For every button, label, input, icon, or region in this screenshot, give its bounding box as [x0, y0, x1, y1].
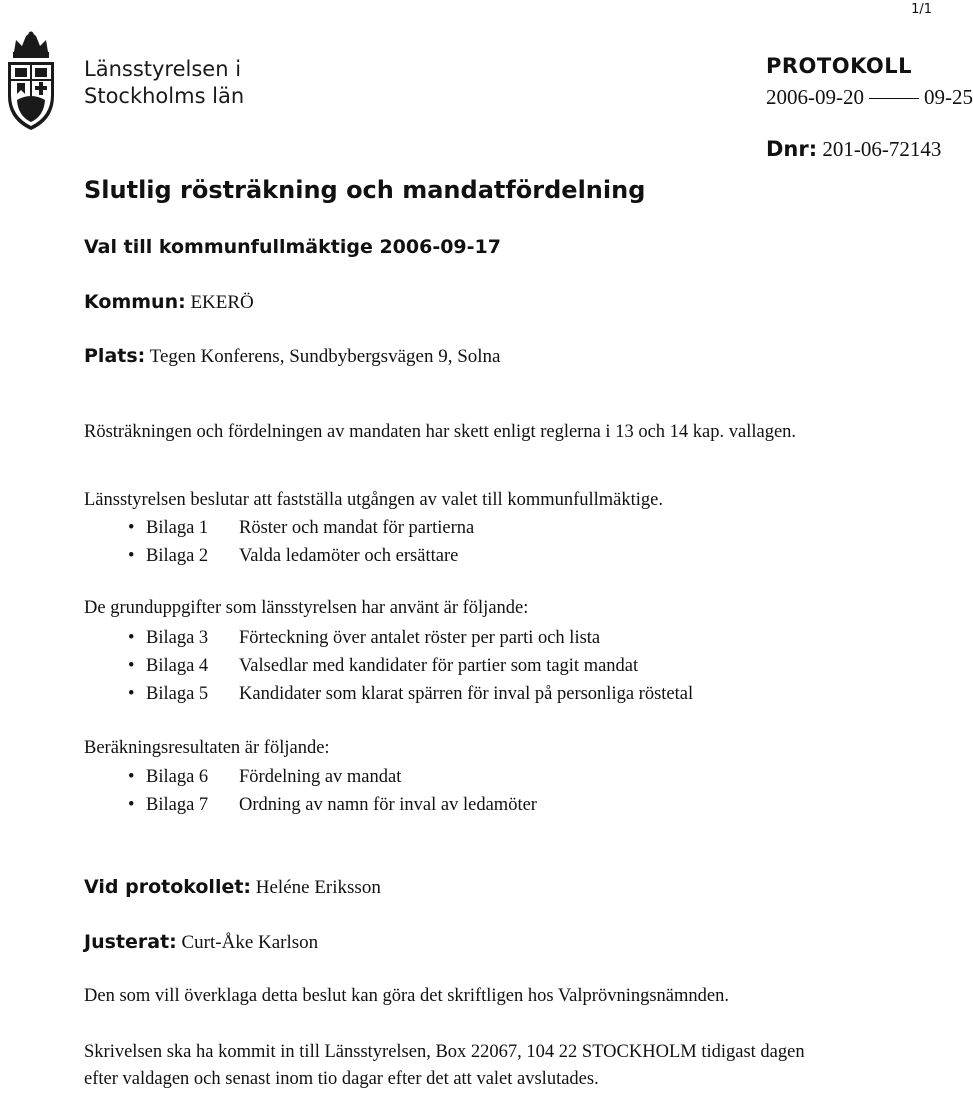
attachment-description: Röster och mandat för partierna	[239, 518, 475, 538]
rules-paragraph: Rösträkningen och fördelningen av mandaten har skett enligt reglerna i 13 och 14 kap. vallagen.	[84, 422, 797, 442]
bullet-icon: •	[128, 767, 135, 787]
bullet-icon: •	[128, 546, 135, 566]
attachment-description: Valda ledamöter och ersättare	[239, 546, 459, 566]
recorded-by-field	[84, 876, 381, 899]
bullet-icon: •	[128, 656, 135, 676]
document-date-line	[766, 85, 973, 110]
document-type: PROTOKOLL	[766, 54, 913, 78]
attachment-name: Bilaga 1	[146, 518, 209, 538]
location-field	[84, 345, 500, 368]
submission-paragraph-line1: Skrivelsen ska ha kommit in till Länsstyrelsen, Box 22067, 104 22 STOCKHOLM tidigast dagen	[84, 1042, 805, 1062]
page-subtitle: Val till kommunfullmäktige 2006-09-17	[84, 236, 501, 258]
recorded-by-label: Vid protokollet:	[84, 876, 252, 898]
bullet-icon: •	[128, 795, 135, 815]
location-value: Tegen Konferens, Sundbybergsvägen 9, Solna	[149, 346, 501, 367]
dnr-value: 201-06-72143	[822, 137, 942, 161]
municipality-value: EKERÖ	[190, 292, 254, 313]
attachment-name: Bilaga 4	[146, 656, 209, 676]
verified-by-field	[84, 931, 318, 954]
municipality-label: Kommun:	[84, 291, 186, 313]
attachment-name: Bilaga 5	[146, 684, 209, 704]
date-separator-rule	[869, 98, 919, 99]
attachment-name: Bilaga 2	[146, 546, 209, 566]
attachment-name: Bilaga 3	[146, 628, 209, 648]
attachment-name: Bilaga 7	[146, 795, 209, 815]
submission-paragraph-line2: efter valdagen och senast inom tio dagar efter det att valet avslutades.	[84, 1069, 599, 1089]
page-title: Slutlig rösträkning och mandatfördelning	[84, 176, 646, 204]
results-paragraph: Beräkningsresultaten är följande:	[84, 738, 330, 758]
base-data-paragraph: De grunduppgifter som länsstyrelsen har använt är följande:	[84, 598, 529, 618]
crown-shield-coat-of-arms-icon	[4, 30, 58, 132]
recorded-by-value: Heléne Eriksson	[255, 877, 381, 898]
organization-name-line1: Länsstyrelsen i	[84, 57, 242, 81]
attachment-description: Ordning av namn för inval av ledamöter	[239, 795, 537, 815]
bullet-icon: •	[128, 684, 135, 704]
registration-number	[766, 137, 941, 162]
bullet-icon: •	[128, 628, 135, 648]
bullet-icon: •	[128, 518, 135, 538]
page-number: 1/1	[911, 2, 932, 17]
attachment-description: Valsedlar med kandidater för partier som tagit mandat	[239, 656, 639, 676]
appeal-paragraph: Den som vill överklaga detta beslut kan göra det skriftligen hos Valprövningsnämnden.	[84, 986, 729, 1006]
municipality-field	[84, 291, 254, 314]
document-date: 2006-09-20	[766, 85, 864, 109]
verified-by-value: Curt-Åke Karlson	[181, 932, 319, 953]
organization-name-line2: Stockholms län	[84, 84, 245, 108]
attachment-description: Kandidater som klarat spärren för inval på personliga röstetal	[239, 684, 694, 704]
document-ref-number: 09-25	[924, 85, 973, 109]
attachment-description: Fördelning av mandat	[239, 767, 402, 787]
location-label: Plats:	[84, 345, 146, 367]
attachment-description: Förteckning över antalet röster per parti och lista	[239, 628, 601, 648]
dnr-label: Dnr:	[766, 137, 818, 161]
decision-paragraph: Länsstyrelsen beslutar att fastställa utgången av valet till kommunfullmäktige.	[84, 490, 664, 510]
organization-name	[84, 56, 244, 110]
verified-by-label: Justerat:	[84, 931, 177, 953]
attachment-name: Bilaga 6	[146, 767, 209, 787]
